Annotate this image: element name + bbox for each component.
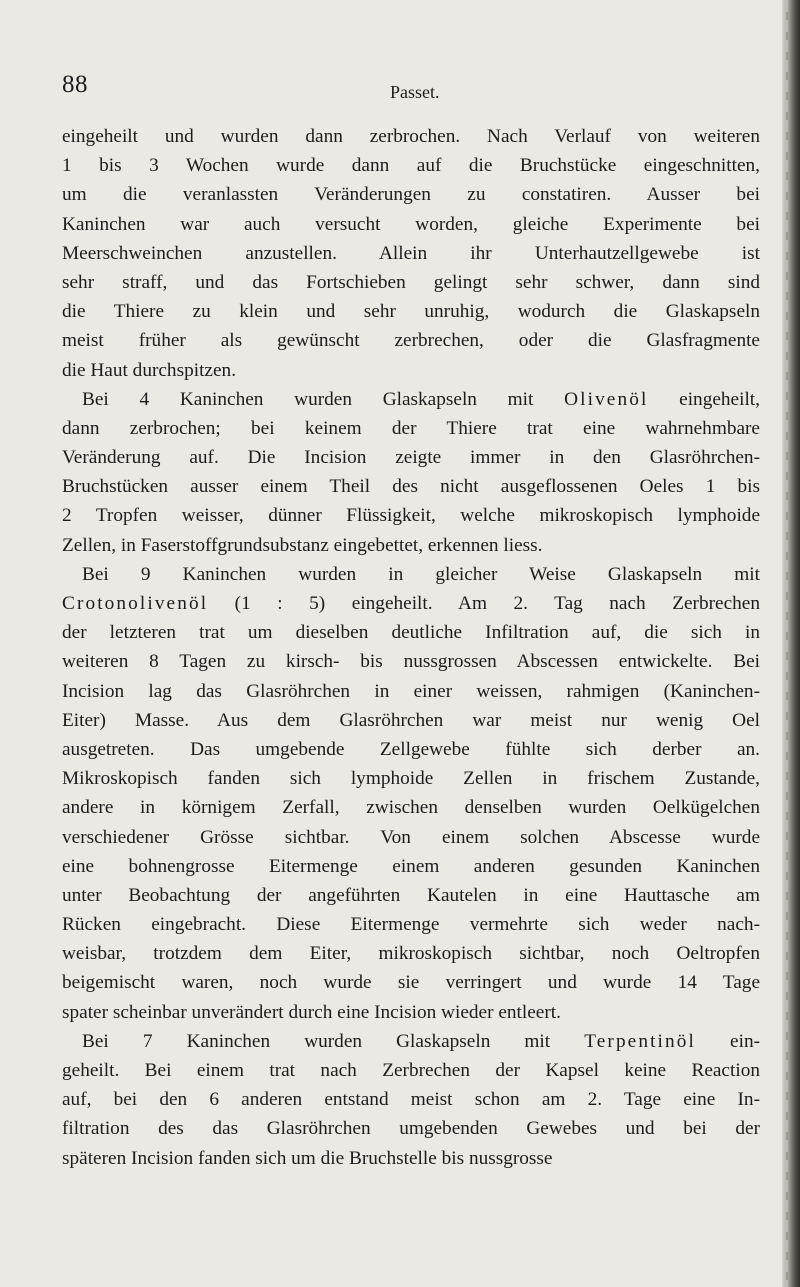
running-head: Passet. <box>390 82 440 102</box>
text-line: Mikroskopisch fanden sich lymphoide Zellen in frischem Zustande, <box>62 768 760 790</box>
text-line: die Thiere zu klein und sehr unruhig, wodurch die Glaskapseln <box>62 301 760 323</box>
text-line: meist früher als gewünscht zerbrechen, oder die Glasfragmente <box>62 330 760 352</box>
text-run: (1 : 5) eingeheilt. Am 2. Tag nach Zerbrechen <box>208 593 760 614</box>
text-line: Incision lag das Glasröhrchen in einer weissen, rahmigen (Kaninchen- <box>62 680 760 702</box>
text-line: geheilt. Bei einem trat nach Zerbrechen der Kapsel keine Reaction <box>62 1060 760 1081</box>
text-line: Bruchstücken ausser einem Theil des nicht ausgeflossenen Oeles 1 bis <box>62 476 760 498</box>
text-run: Bei 4 Kaninchen wurden Glaskapseln mit <box>82 388 565 410</box>
text-line: der letzteren trat um dieselben deutliche Infiltration auf, die sich in <box>62 622 760 644</box>
text-line: beigemischt waren, noch wurde sie verringert und wurde 14 Tage <box>62 972 760 994</box>
text-line: Kaninchen war auch versucht worden, gleiche Experimente bei <box>62 213 760 235</box>
text-line <box>62 589 760 618</box>
text-line: Veränderung auf. Die Incision zeigte immer in den Glasröhrchen- <box>62 447 760 469</box>
text-line: filtration des das Glasröhrchen umgebenden Gewebes und bei der <box>62 1118 760 1140</box>
text-line: ausgetreten. Das umgebende Zellgewebe fühlte sich derber an. <box>62 738 760 760</box>
spaced-term: Crotonolivenöl <box>62 593 209 614</box>
text-line: andere in körnigem Zerfall, zwischen denselben wurden Oelkügelchen <box>62 797 760 819</box>
text-line: spater scheinbar unverändert durch eine Incision wieder entleert. <box>62 1001 561 1023</box>
text-line: Eiter) Masse. Aus dem Glasröhrchen war meist nur wenig Oel <box>62 709 760 731</box>
text-run: ein- <box>695 1030 760 1052</box>
text-run: eingeheilt, <box>648 388 760 410</box>
text-line: um die veranlassten Veränderungen zu constatiren. Ausser bei <box>62 184 760 206</box>
text-line: unter Beobachtung der angeführten Kautelen in eine Hauttasche am <box>62 884 760 906</box>
text-line: Zellen, in Faserstoffgrundsubstanz eingebettet, erkennen liess. <box>62 534 543 556</box>
body-text <box>62 122 760 1173</box>
text-line: weisbar, trotzdem dem Eiter, mikroskopisch sichtbar, noch Oeltropfen <box>62 943 760 965</box>
text-line: dann zerbrochen; bei keinem der Thiere trat eine wahrnehmbare <box>62 417 760 439</box>
text-line: eingeheilt und wurden dann zerbrochen. Nach Verlauf von weiteren <box>62 126 760 147</box>
text-line: Meerschweinchen anzustellen. Allein ihr Unterhautzellgewebe ist <box>62 242 760 264</box>
scanned-page-edge <box>782 0 800 1287</box>
text-line: die Haut durchspitzen. <box>62 359 237 381</box>
text-line <box>62 1027 760 1056</box>
spaced-term: Olivenöl <box>564 388 649 410</box>
text-line: sehr straff, und das Fortschieben gelingt sehr schwer, dann sind <box>62 271 760 293</box>
text-line: weiteren 8 Tagen zu kirsch- bis nussgrossen Abscessen entwickelte. Bei <box>62 651 760 673</box>
text-line: Rücken eingebracht. Diese Eitermenge vermehrte sich weder nach- <box>62 914 760 936</box>
text-line: auf, bei den 6 anderen entstand meist schon am 2. Tage eine In- <box>62 1089 760 1111</box>
text-line: 1 bis 3 Wochen wurde dann auf die Bruchstücke eingeschnitten, <box>62 155 760 177</box>
text-line: Bei 9 Kaninchen wurden in gleicher Weise Glaskapseln mit <box>82 563 760 585</box>
spaced-term: Terpentinöl <box>584 1030 696 1052</box>
text-run: Bei 7 Kaninchen wurden Glaskapseln mit <box>82 1030 585 1052</box>
text-line: 2 Tropfen weisser, dünner Flüssigkeit, welche mikroskopisch lymphoide <box>62 505 760 527</box>
page-number: 88 <box>62 71 88 98</box>
text-line: späteren Incision fanden sich um die Bruchstelle bis nussgrosse <box>62 1147 553 1169</box>
text-line: eine bohnengrosse Eitermenge einem anderen gesunden Kaninchen <box>62 855 760 877</box>
text-line <box>62 385 760 414</box>
text-line: verschiedener Grösse sichtbar. Von einem solchen Abscesse wurde <box>62 826 760 848</box>
